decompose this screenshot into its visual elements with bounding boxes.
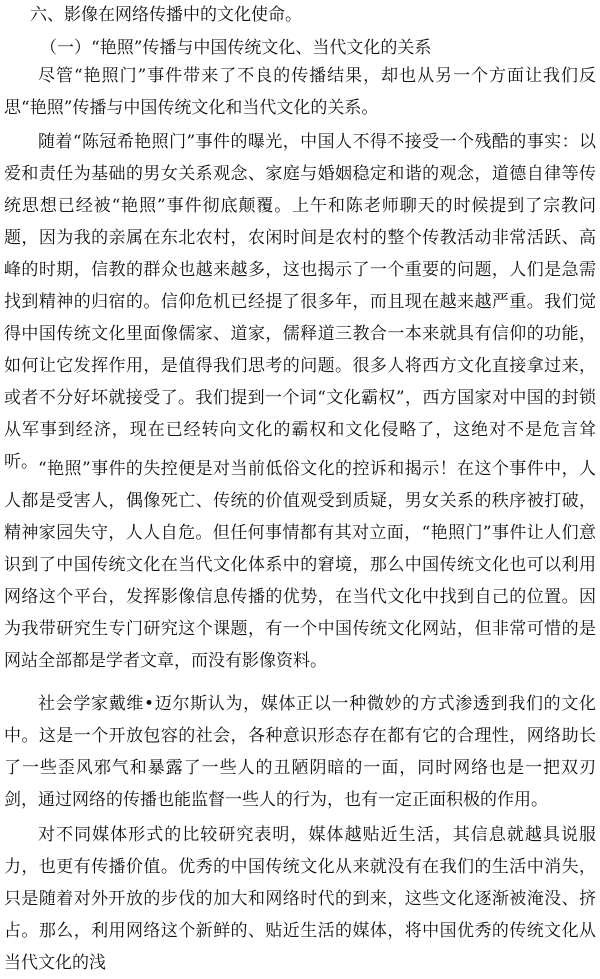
paragraph: “艳照”事件的失控便是对当前低俗文化的控诉和揭示！在这个事件中，人人都是受害人，偶像死亡、传统的价值观受到质疑，男女关系的秩序被打破，精神家园失守，人人自危。但任何事情都有其对立面，“艳照门”事件让人们意识到了中国传统文化在当代文化体系中的窘境，那么中国传统文化也可以利用网络这个平台，发挥影像信息传播的优势，在当代文化中找到自己的位置。因为我带研究生专门研究这个课题，有一个中国传统文化网站，但非常可惜的是网站全部都是学者文章，而没有影像资料。 xyxy=(4,459,596,671)
paragraph: 随着“陈冠希艳照门”事件的曝光，中国人不得不接受一个残酷的事实：以爱和责任为基础的男女关系观念、家庭与婚姻稳定和谐的观念，道德自律等传统思想已经被“艳照”事件彻底颠覆。上午和陈老师聊天的时候提到了宗教问题，因为我的亲属在东北农村，农闲时间是农村的整个传教活动非常活跃、高峰的时期，信教的群众也越来越多，这也揭示了一个重要的问题，人们是急需找到精神的归宿的。信仰危机已经提了很多年，而且现在越来越严重。我们觉得中国传统文化里面像儒家、道家，儒释道三教合一本来就具有信仰的功能，如何让它发挥作用，是值得我们思考的问题。很多人将西方文化直接拿过来，或者不分好坏就接受了。我们提到一个词“文化霸权”，西方国家对中国的封锁从军事到经济，现在已经转向文化的霸权和文化侵略了，这绝对不是危言耸听。 xyxy=(4,132,596,472)
paragraph: 对不同媒体形式的比较研究表明，媒体越贴近生活，其信息就越具说服力，也更有传播价值。优秀的中国传统文化从来就没有在我们的生活中消失，只是随着对外开放的步伐的加大和网络时代的到来，这些文化逐渐被淹没、挤占。那么，利用网络这个新鲜的、贴近生活的媒体，将中国优秀的传统文化从当代文化的浅 xyxy=(4,825,596,973)
paragraph: 社会学家戴维•迈尔斯认为，媒体正以一种微妙的方式渗透到我们的文化中。这是一个开放包容的社会，各种意识形态存在都有它的合理性，网络助长了一些歪风邪气和暴露了一些人的丑陋阴暗的一面，同时网络也是一把双刃剑，通过网络的传播也能监督一些人的行为，也有一定正面积极的作用。 xyxy=(4,694,596,810)
subsection-heading: （一）“艳照”传播与中国传统文化、当代文化的关系 xyxy=(40,38,432,58)
paragraph: 尽管“艳照门”事件带来了不良的传播结果，却也从另一个方面让我们反思“艳照”传播与中国传统文化和当代文化的关系。 xyxy=(4,66,596,118)
section-heading: 六、影像在网络传播中的文化使命。 xyxy=(30,5,302,25)
